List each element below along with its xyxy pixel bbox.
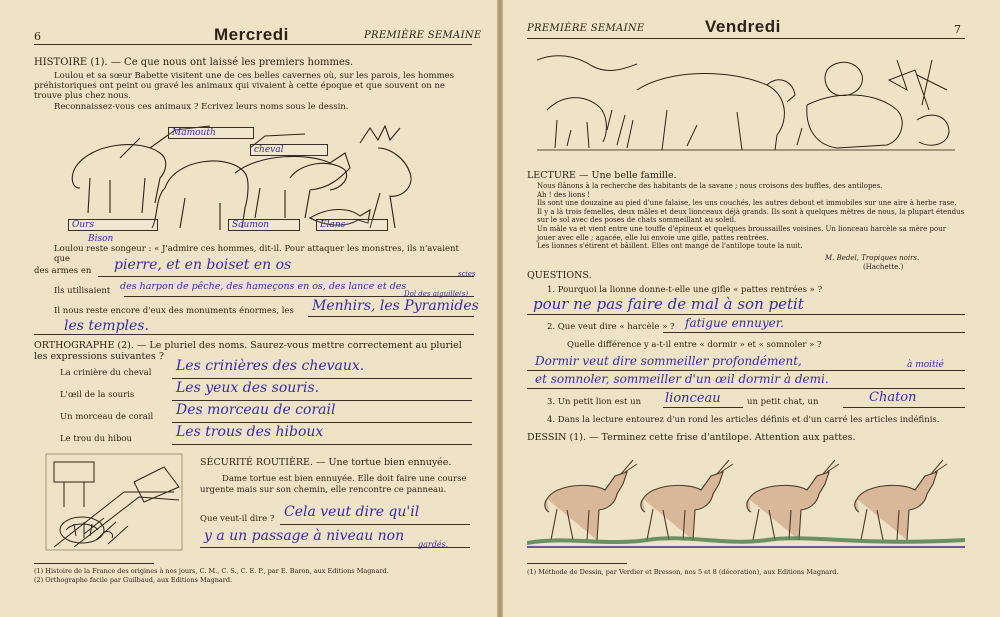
orthographe-heading: ORTHOGRAPHE (2). — Le pluriel des noms. Saurez-vous mettre correctement au pluriel les expressions suivantes ? bbox=[34, 340, 462, 362]
antelope-frieze bbox=[527, 448, 965, 560]
page-number: 6 bbox=[34, 30, 41, 43]
ortho-prompt-3: Un morceau de corail bbox=[60, 412, 154, 422]
answer-2b-line2[interactable]: et somnoler, sommeiller d'un œil dormir à demi. bbox=[535, 372, 829, 386]
lecture-para-5: Un mâle va et vient entre une touffe d'épineux et quelques broussailles voisines. Un lionceau harcèle sa mère pour jouer avec elle ; agacée, elle lui envoie une gifle, pattes rentrées. bbox=[537, 224, 947, 242]
label-box-bear[interactable]: Ours bbox=[68, 219, 158, 231]
bison-shape bbox=[72, 145, 165, 213]
histoire-heading: HISTOIRE (1). — Ce que nous ont laissé les premiers hommes. bbox=[34, 57, 354, 68]
question-3-mid: un petit chat, un bbox=[747, 397, 819, 407]
lecture-text bbox=[537, 182, 965, 251]
right-page bbox=[503, 0, 1000, 617]
line1-answer[interactable]: pierre, et en boiset en os bbox=[114, 257, 292, 273]
lion-family-illustration bbox=[537, 50, 955, 162]
week-label: PREMIÈRE SEMAINE bbox=[364, 30, 482, 41]
histoire-intro: Loulou et sa sœur Babette visitent une de ces belles cavernes où, sur les parois, les hommes préhistoriques ont peint ou gravé les animaux qui vivaient à cette époque et que souvent on ne trouve plus chez nous. bbox=[34, 71, 455, 101]
bison-handwritten: Bison bbox=[88, 234, 114, 244]
securite-heading: SÉCURITÉ ROUTIÈRE. — Une tortue bien ennuyée. bbox=[200, 457, 452, 468]
day-title: Mercredi bbox=[214, 25, 289, 44]
ortho-answer-1[interactable]: Les crinières des chevaux. bbox=[176, 358, 365, 374]
ortho-prompt-4: Le trou du hibou bbox=[60, 434, 132, 444]
lecture-para-6: Les lionnes s'étirent et bâillent. Elles ont mangé de l'antilope toute la nuit. bbox=[537, 242, 803, 251]
line1-prefix: des armes en bbox=[34, 266, 92, 276]
securite-question: Que veut-il dire ? bbox=[200, 514, 275, 524]
antelope-3 bbox=[747, 460, 839, 540]
securite-answer-3: gardés. bbox=[418, 540, 449, 549]
week-label: PREMIÈRE SEMAINE bbox=[527, 23, 645, 34]
line3-answer[interactable]: Menhirs, les Pyramides bbox=[312, 298, 479, 314]
left-page bbox=[0, 0, 497, 617]
label-box-horse[interactable]: cheval bbox=[250, 144, 328, 156]
ortho-answer-2[interactable]: Les yeux des souris. bbox=[176, 380, 320, 396]
lecture-source-author: M. Bedel, Tropiques noirs. bbox=[825, 254, 920, 262]
question-1: 1. Pourquoi la lionne donne-t-elle une gifle « pattes rentrées » ? bbox=[547, 285, 823, 295]
day-title: Vendredi bbox=[705, 17, 781, 36]
page-number: 7 bbox=[954, 23, 961, 36]
lecture-para-1: Nous flânons à la recherche des habitants de la savane ; nous croisons des buffles, des antilopes. bbox=[537, 182, 883, 190]
answer-2b-note: à moitié bbox=[907, 360, 944, 370]
lion-head-shape bbox=[825, 62, 862, 95]
lion-shape bbox=[637, 74, 784, 150]
antelope-1 bbox=[545, 460, 637, 540]
securite-answer-1[interactable]: Cela veut dire qu'il bbox=[284, 504, 420, 520]
lioness-shape bbox=[547, 98, 606, 148]
antelope-4 bbox=[855, 460, 947, 540]
lecture-source-publisher: (Hachette.) bbox=[863, 263, 904, 271]
antelope-2 bbox=[641, 460, 733, 540]
securite-text: Dame tortue est bien ennuyée. Elle doit faire une course urgente mais sur son chemin, elle rencontre ce panneau. bbox=[200, 474, 467, 495]
histoire-dialogue: Loulou reste songeur : « J'admire ces hommes, dit-il. Pour attaquer les monstres, ils n'avaient que bbox=[54, 244, 459, 264]
line2-extra: scies bbox=[458, 270, 476, 278]
question-4: 4. Dans la lecture entourez d'un rond les articles définis et d'un carré les articles indéfinis. bbox=[547, 415, 940, 425]
questions-heading: QUESTIONS. bbox=[527, 270, 592, 281]
ortho-answer-3[interactable]: Des morceau de corail bbox=[176, 402, 336, 418]
footnote-1: (1) Histoire de la France des origines à nos jours, C. M., C. S., C. E. P., par E. Baron, aux Editions Magnard. bbox=[34, 567, 389, 575]
header-rule bbox=[34, 44, 472, 45]
lecture-para-2: Ah ! des lions ! bbox=[537, 190, 591, 199]
footnote-2: (2) Orthographe facile par Guilbaud, aux Editions Magnard. bbox=[34, 576, 233, 584]
histoire-question: Reconnaissez-vous ces animaux ? Ecrivez leurs noms sous le dessin. bbox=[54, 102, 349, 112]
line3-prefix: Il nous reste encore d'eux des monuments énormes, les bbox=[54, 306, 294, 316]
header-rule bbox=[527, 38, 965, 39]
answer-2b-line1[interactable]: Dormir veut dire sommeiller profondément, bbox=[535, 354, 802, 368]
ortho-prompt-2: L'œil de la souris bbox=[60, 390, 135, 400]
line3-extra: Dol des aiguille(s) bbox=[404, 290, 469, 298]
bear-shape bbox=[290, 163, 347, 190]
lecture-para-3: Ils sont une douzaine au pied d'une falaise, les uns couchés, les autres debout et immobiles sur une aire à herbe rase. bbox=[537, 199, 957, 208]
lecture-para-4: Il y a là trois femelles, deux mâles et deux lionceaux déjà grands. Ils sont à quelques mètres de nous, la plupart étendus sur le sol avec des poses de chats sommeillant au soleil. bbox=[537, 207, 965, 225]
ortho-answer-4[interactable]: Les trous des hiboux bbox=[176, 424, 324, 440]
footnote: (1) Méthode de Dessin, par Verdier et Bresson, nos 5 et 8 (décoration), aux Editions Magnard. bbox=[527, 568, 839, 576]
tortoise-railway-drawing bbox=[44, 452, 184, 552]
securite-answer-2[interactable]: y a un passage à niveau non bbox=[204, 528, 405, 544]
question-2: 2. Que veut dire « harcèle » ? bbox=[547, 322, 675, 332]
dessin-heading: DESSIN (1). — Terminez cette frise d'antilope. Attention aux pattes. bbox=[527, 432, 856, 443]
lying-lion-shape bbox=[807, 95, 902, 148]
label-box-mammoth[interactable]: Mamouth bbox=[168, 127, 254, 139]
question-3-prefix: 3. Un petit lion est un bbox=[547, 397, 642, 407]
label-box-elk[interactable]: Elans bbox=[316, 219, 388, 231]
answer-1[interactable]: pour ne pas faire de mal à son petit bbox=[533, 295, 804, 313]
line2-prefix: Ils utilisaient bbox=[54, 286, 111, 296]
line4-answer[interactable]: les temples. bbox=[64, 318, 149, 334]
lecture-heading: LECTURE — Une belle famille. bbox=[527, 170, 677, 181]
answer-3-chaton[interactable]: Chaton bbox=[869, 390, 917, 405]
question-2b: Quelle différence y a-t-il entre « dormir » et « somnoler » ? bbox=[567, 340, 822, 350]
label-box-salmon[interactable]: Saumon bbox=[228, 219, 300, 231]
answer-3-lionceau[interactable]: lionceau bbox=[665, 391, 721, 406]
elk-shape bbox=[360, 126, 411, 228]
horse-shape bbox=[235, 153, 350, 218]
line2-answer[interactable]: des harpon de pêche, des hameçons en os, des lance et des bbox=[120, 281, 407, 292]
ortho-prompt-1: La crinière du cheval bbox=[60, 368, 152, 378]
answer-2[interactable]: fatigue ennuyer. bbox=[685, 316, 784, 330]
